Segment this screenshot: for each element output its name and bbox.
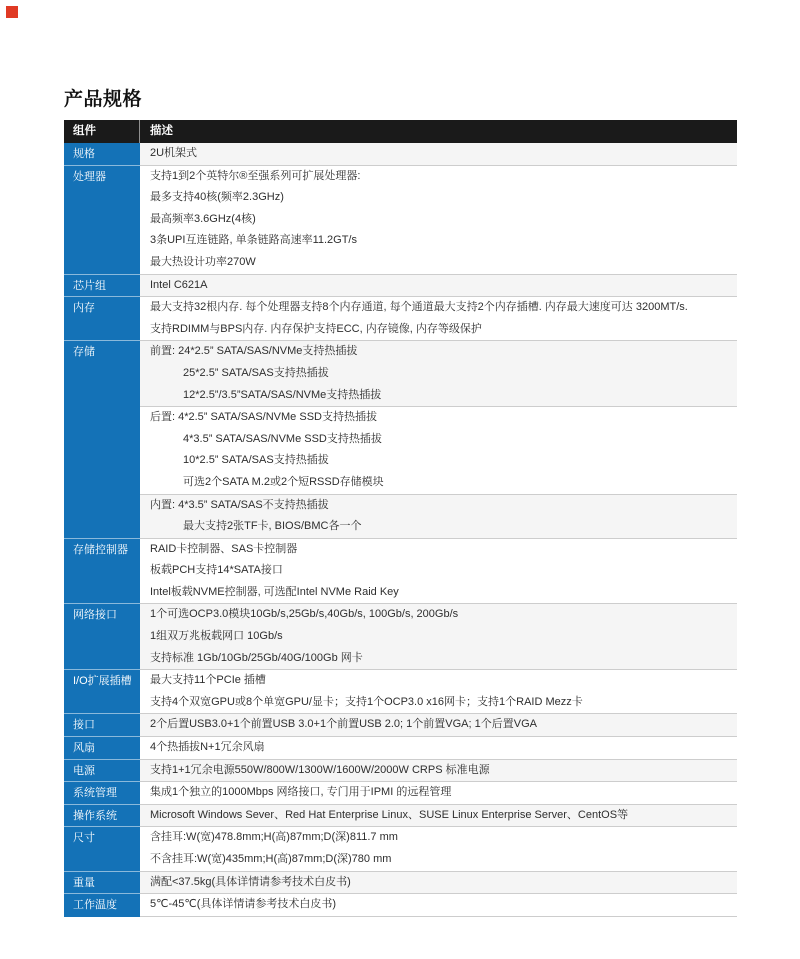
spec-line: 不含挂耳:W(宽)435mm;H(高)87mm;D(深)780 mm	[150, 853, 392, 865]
description-cell	[140, 341, 737, 538]
description-cell	[140, 760, 737, 783]
spec-line: 板载PCH支持14*SATA接口	[150, 564, 283, 577]
description-block	[140, 827, 737, 871]
component-cell: 风扇	[64, 737, 140, 760]
component-cell: 内存	[64, 297, 140, 341]
table-row	[64, 737, 737, 760]
spec-line: 支持1+1冗余电源550W/800W/1300W/1600W/2000W CRPS 标准电源	[150, 763, 490, 776]
component-cell: 尺寸	[64, 827, 140, 871]
description-cell	[140, 275, 737, 298]
description-cell	[140, 737, 737, 760]
description-block	[140, 341, 737, 407]
table-row	[64, 760, 737, 783]
description-block	[140, 407, 737, 494]
spec-line: Intel板载NVME控制器, 可选配Intel NVMe Raid Key	[150, 585, 399, 598]
component-cell: 接口	[64, 714, 140, 737]
spec-line: 最大热设计功率270W	[150, 255, 256, 268]
spec-line: 支持标准 1Gb/10Gb/25Gb/40G/100Gb 网卡	[150, 651, 363, 664]
spec-line: 集成1个独立的1000Mbps 网络接口, 专门用于IPMI 的远程管理	[150, 786, 452, 799]
description-block	[140, 166, 737, 275]
description-block	[140, 894, 737, 917]
description-block	[140, 805, 737, 828]
column-header-description: 描述	[150, 125, 173, 137]
table-row	[64, 894, 737, 917]
component-cell: 处理器	[64, 166, 140, 275]
spec-line: 2U机架式	[150, 147, 198, 159]
spec-line: RAID卡控制器、SAS卡控制器	[150, 542, 298, 555]
spec-line: 5℃-45℃(具体详情请参考技术白皮书)	[150, 898, 337, 911]
table-row	[64, 143, 737, 166]
component-cell: 规格	[64, 143, 140, 166]
table-row	[64, 166, 737, 275]
description-cell	[140, 894, 737, 917]
description-block	[140, 737, 737, 760]
spec-line: 3条UPI互连链路, 单条链路高速率11.2GT/s	[150, 234, 357, 247]
spec-line: 最大支持32根内存. 每个处理器支持8个内存通道, 每个通道最大支持2个内存插槽. 内存最大速度可达 3200MT/s.	[150, 301, 688, 314]
table-row	[64, 714, 737, 737]
spec-line: 支持1到2个英特尔®至强系列可扩展处理器:	[150, 169, 361, 182]
spec-line: 4*3.5” SATA/SAS/NVMe SSD支持热插拔	[183, 432, 382, 445]
spec-line: 最多支持40核(频率2.3GHz)	[150, 191, 284, 204]
table-row	[64, 872, 737, 895]
table-row	[64, 539, 737, 605]
description-block	[140, 297, 737, 341]
component-cell: I/O扩展插槽	[64, 670, 140, 714]
description-block	[140, 670, 737, 714]
table-row	[64, 604, 737, 670]
spec-line: 可选2个SATA M.2或2个短RSSD存储模块	[183, 475, 384, 488]
description-cell	[140, 143, 737, 166]
table-row	[64, 341, 737, 538]
description-cell	[140, 872, 737, 895]
table-row	[64, 782, 737, 805]
description-cell	[140, 166, 737, 275]
spec-table-body	[64, 143, 737, 917]
spec-line: 2个后置USB3.0+1个前置USB 3.0+1个前置USB 2.0; 1个前置VGA; 1个后置VGA	[150, 718, 537, 731]
component-cell: 工作温度	[64, 894, 140, 917]
description-cell	[140, 604, 737, 670]
description-cell	[140, 827, 737, 871]
component-cell: 操作系统	[64, 805, 140, 828]
spec-line: 含挂耳:W(宽)478.8mm;H(高)87mm;D(深)811.7 mm	[150, 831, 398, 844]
spec-line: 1个可选OCP3.0模块10Gb/s,25Gb/s,40Gb/s, 100Gb/s, 200Gb/s	[150, 608, 459, 621]
description-block	[140, 872, 737, 895]
spec-line: 满配<37.5kg(具体详情请参考技术白皮书)	[150, 875, 351, 888]
table-row	[64, 275, 737, 298]
component-cell: 电源	[64, 760, 140, 783]
description-cell	[140, 805, 737, 828]
description-cell	[140, 782, 737, 805]
spec-line: 内置: 4*3.5” SATA/SAS不支持热插拔	[150, 498, 329, 511]
description-block	[140, 539, 737, 605]
spec-line: Microsoft Windows Sever、Red Hat Enterprise Linux、SUSE Linux Enterprise Server、CentOS等	[150, 808, 629, 821]
component-cell: 存储控制器	[64, 539, 140, 605]
description-block	[140, 760, 737, 783]
table-row	[64, 670, 737, 714]
description-block	[140, 275, 737, 298]
component-cell: 存储	[64, 341, 140, 538]
table-row	[64, 297, 737, 341]
spec-table	[64, 120, 737, 917]
description-block	[140, 143, 737, 166]
spec-line: 10*2.5” SATA/SAS支持热插拔	[183, 454, 329, 467]
spec-line: 支持RDIMM与BPS内存. 内存保护支持ECC, 内存镜像, 内存等级保护	[150, 322, 482, 335]
description-block	[140, 782, 737, 805]
description-cell	[140, 539, 737, 605]
spec-page	[64, 84, 737, 917]
spec-line: 支持4个双宽GPU或8个单宽GPU/显卡；支持1个OCP3.0 x16网卡；支持1个RAID Mezz卡	[150, 695, 583, 708]
table-row	[64, 805, 737, 828]
description-block	[140, 604, 737, 670]
component-cell: 系统管理	[64, 782, 140, 805]
description-cell	[140, 670, 737, 714]
spec-line: 1组双万兆板载网口 10Gb/s	[150, 630, 283, 643]
spec-line: 4个热插拔N+1冗余风扇	[150, 741, 265, 754]
spec-line: 最大支持2张TF卡, BIOS/BMC各一个	[183, 520, 362, 533]
column-header-component: 组件	[64, 120, 140, 143]
component-cell: 重量	[64, 872, 140, 895]
description-block	[140, 714, 737, 737]
component-cell: 芯片组	[64, 275, 140, 298]
spec-line: 前置: 24*2.5” SATA/SAS/NVMe支持热插拔	[150, 345, 358, 358]
spec-line: 最大支持11个PCIe 插槽	[150, 674, 266, 687]
description-cell	[140, 297, 737, 341]
spec-line: 25*2.5” SATA/SAS支持热插拔	[183, 366, 329, 379]
spec-line: Intel C621A	[150, 278, 208, 291]
table-header-row	[64, 120, 737, 143]
page-title: 产品规格	[64, 89, 143, 110]
spec-line: 12*2.5”/3.5”SATA/SAS/NVMe支持热插拔	[183, 388, 382, 401]
spec-line: 后置: 4*2.5” SATA/SAS/NVMe SSD支持热插拔	[150, 411, 377, 424]
red-square-marker	[6, 6, 18, 18]
component-cell: 网络接口	[64, 604, 140, 670]
description-block	[140, 495, 737, 539]
description-cell	[140, 714, 737, 737]
spec-line: 最高频率3.6GHz(4核)	[150, 212, 256, 225]
table-row	[64, 827, 737, 871]
